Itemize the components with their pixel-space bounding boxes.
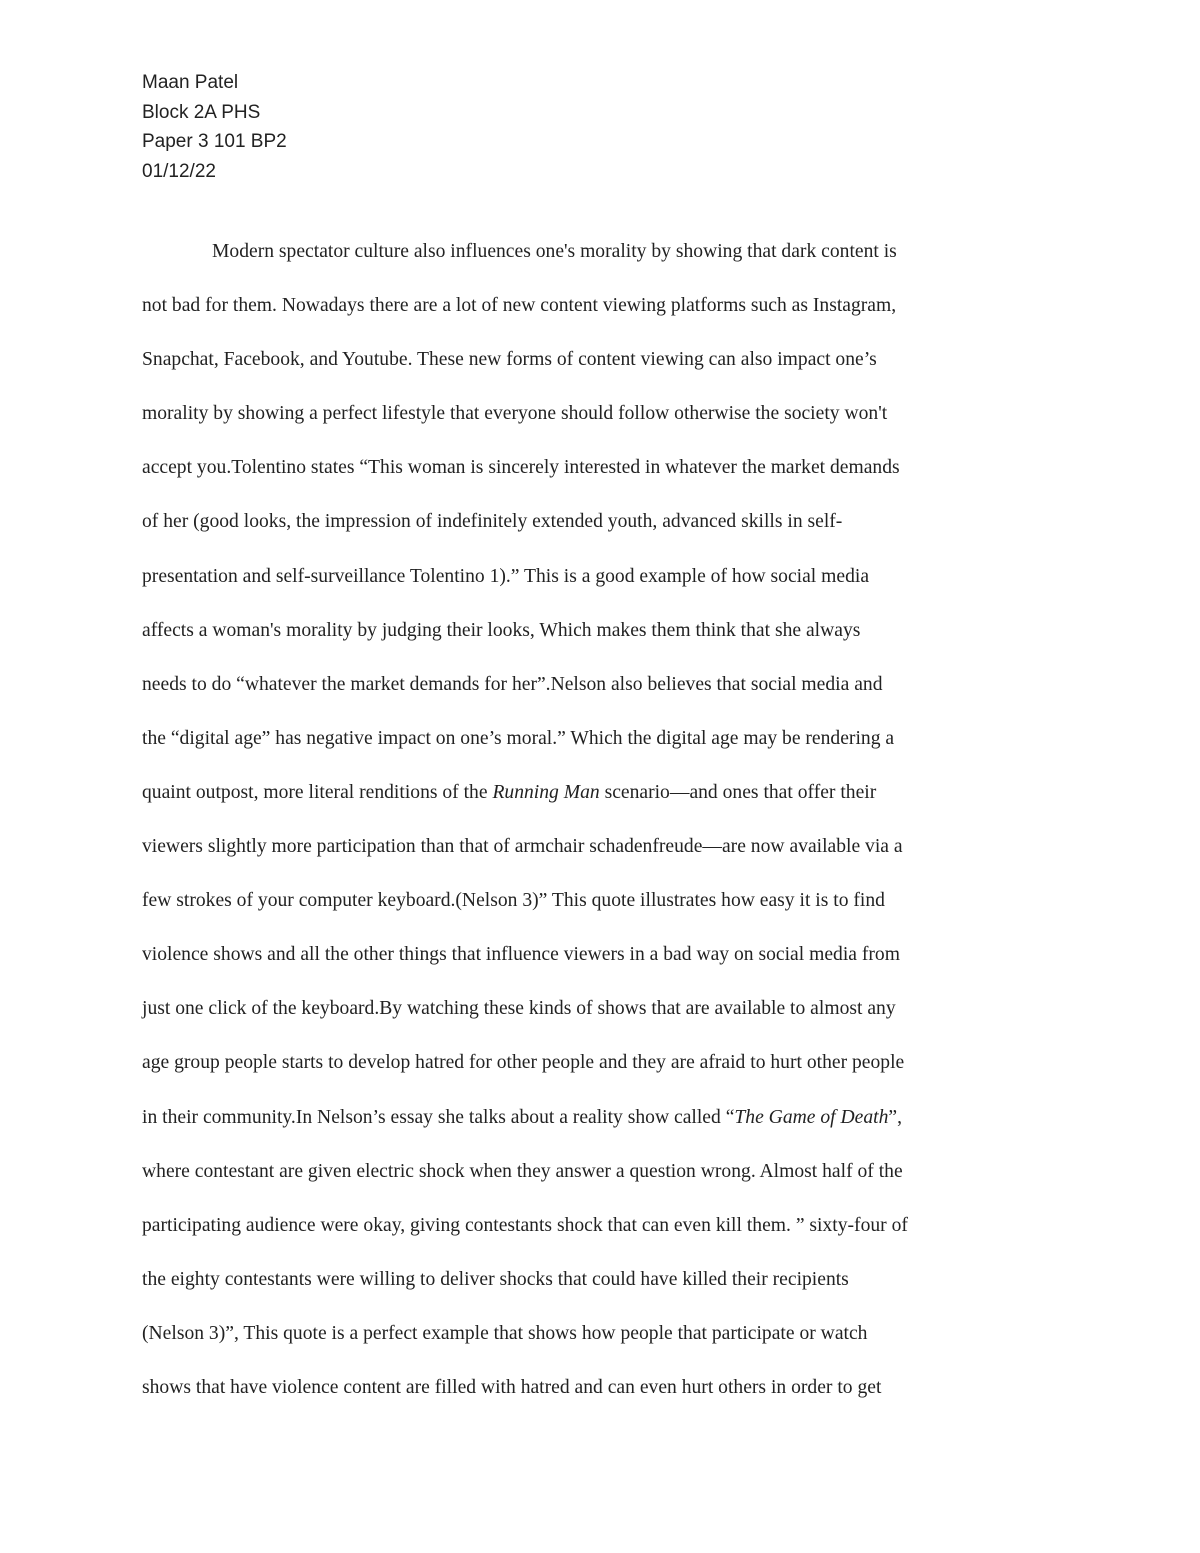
paragraph-line: not bad for them. Nowadays there are a lot of new content viewing platforms such as Instagram, (142, 295, 897, 317)
italic-title-running-man: Running Man (492, 781, 600, 803)
paragraph-line: (Nelson 3)”, This quote is a perfect example that shows how people that participate or watch (142, 1322, 868, 1344)
paragraph-line: the “digital age” has negative impact on one’s moral.” Which the digital age may be rendering a (142, 727, 895, 749)
paragraph-line: Snapchat, Facebook, and Youtube. These new forms of content viewing can also impact one’s (142, 349, 877, 371)
paragraph-line: violence shows and all the other things that influence viewers in a bad way on social media from (142, 944, 900, 966)
paragraph-line: participating audience were okay, giving contestants shock that can even kill them. ” sixty-four of (142, 1214, 908, 1236)
paragraph-line (142, 1091, 1062, 1145)
paragraph-line: just one click of the keyboard.By watching these kinds of shows that are available to almost any (142, 998, 896, 1020)
paragraph-line: accept you.Tolentino states “This woman is sincerely interested in whatever the market demands (142, 457, 900, 479)
text-segment: ”, (888, 1106, 903, 1128)
author-name: Maan Patel (142, 72, 239, 93)
italic-title-game-of-death: The Game of Death (734, 1106, 889, 1128)
paragraph-line: presentation and self-surveillance Tolentino 1).” This is a good example of how social media (142, 565, 870, 587)
document-date: 01/12/22 (142, 160, 216, 182)
paragraph-line: the eighty contestants were willing to deliver shocks that could have killed their recipients (142, 1268, 849, 1290)
paragraph-line: affects a woman's morality by judging their looks, Which makes them think that she always (142, 619, 861, 641)
paragraph-line (142, 766, 1062, 820)
text-segment: quaint outpost, more literal renditions of the (142, 781, 493, 803)
paragraph-line: few strokes of your computer keyboard.(Nelson 3)” This quote illustrates how easy it is to find (142, 890, 885, 912)
text-segment: in their community.In Nelson’s essay she talks about a reality show called “ (142, 1106, 735, 1128)
paragraph-line: age group people starts to develop hatred for other people and they are afraid to hurt other people (142, 1052, 905, 1074)
paragraph-line: morality by showing a perfect lifestyle that everyone should follow otherwise the society won't (142, 403, 888, 425)
paragraph-line: viewers slightly more participation than that of armchair schadenfreude—are now available via a (142, 836, 903, 858)
essay-paragraph (142, 225, 1062, 1415)
paragraph-line: where contestant are given electric shock when they answer a question wrong. Almost half of the (142, 1160, 903, 1182)
document-header (142, 68, 287, 186)
paragraph-line: of her (good looks, the impression of indefinitely extended youth, advanced skills in self- (142, 511, 843, 533)
paper-title: Paper 3 101 BP2 (142, 131, 287, 152)
text-segment: scenario—and ones that offer their (599, 781, 877, 803)
class-block: Block 2A PHS (142, 101, 261, 123)
paragraph-line: Modern spectator culture also influences one's morality by showing that dark content is (212, 241, 897, 262)
paragraph-line: shows that have violence content are filled with hatred and can even hurt others in order to get (142, 1376, 882, 1398)
paragraph-line: needs to do “whatever the market demands for her”.Nelson also believes that social media and (142, 673, 883, 695)
